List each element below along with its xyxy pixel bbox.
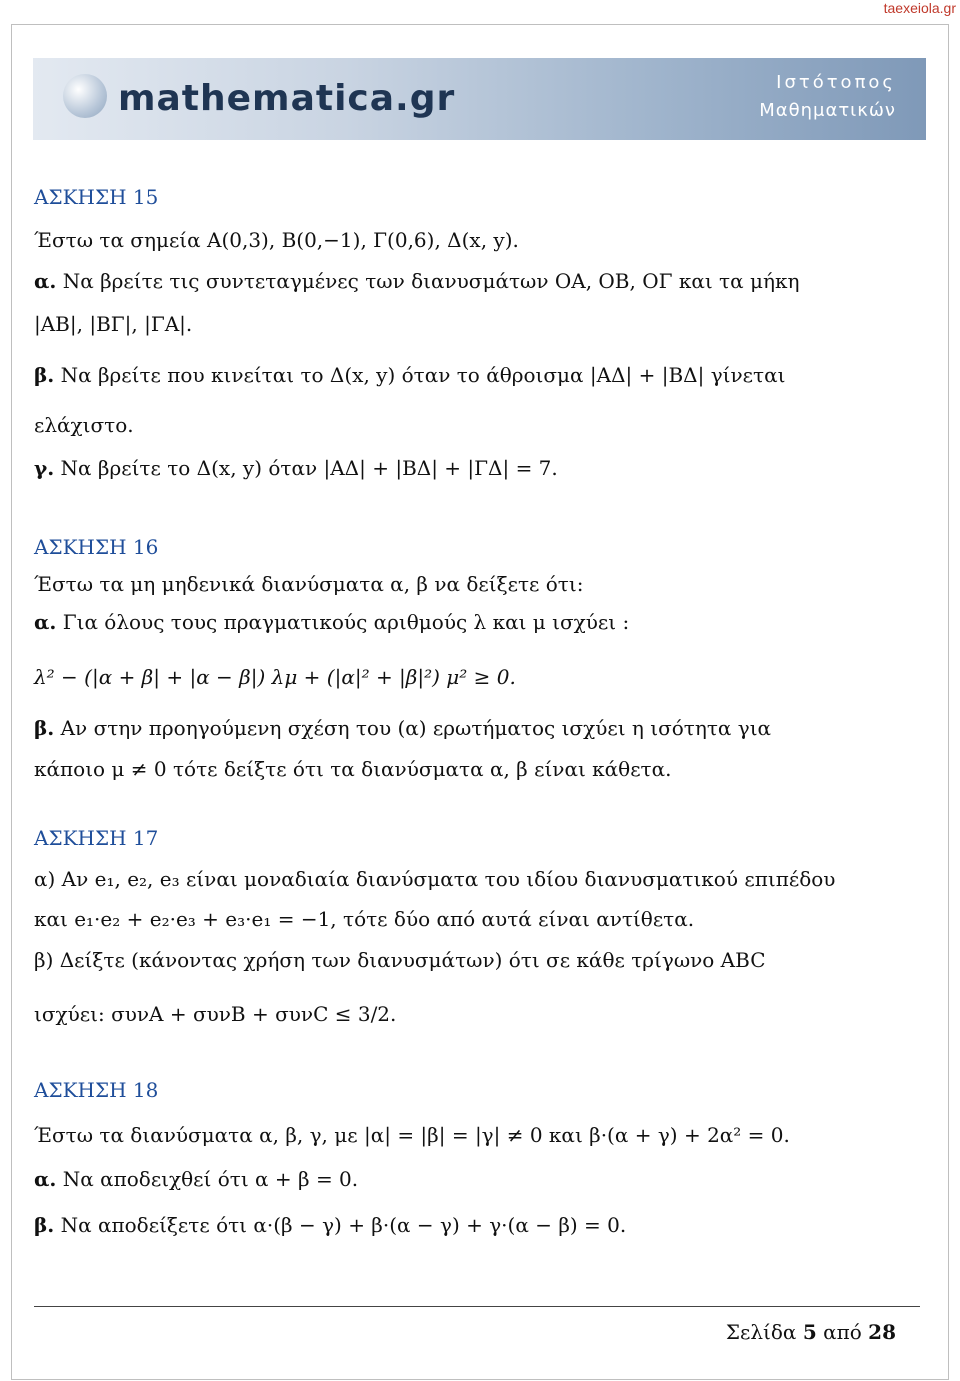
ex16-part-b [34, 715, 771, 741]
ex17-a-text-1: α) Αν e₁, e₂, e₃ είναι μοναδιαία διανύσματα του ιδίου διανυσματικού επιπέδου [34, 867, 836, 891]
footer-page-current: 5 [802, 1320, 817, 1344]
ex18-a-text: Να αποδειχθεί ότι α + β = 0. [62, 1167, 359, 1191]
footer-page-label: Σελίδα [725, 1320, 797, 1344]
ex17-a-text-2: και e₁·e₂ + e₂·e₃ + e₃·e₁ = −1, τότε δύο από αυτά είναι αντίθετα. [34, 907, 695, 931]
ex16-b-text-2: κάποιο μ ≠ 0 τότε δείξτε ότι τα διανύσματα α, β είναι κάθετα. [34, 757, 672, 781]
ex15-part-a [34, 268, 799, 294]
ex17-b-text-2: ισχύει: συνA + συνB + συνC ≤ 3/2. [34, 1002, 397, 1026]
ex16-a-text: Για όλους τους πραγματικούς αριθμούς λ και μ ισχύει : [62, 610, 630, 634]
ex17-b-text-1: β) Δείξτε (κάνοντας χρήση των διανυσμάτων) ότι σε κάθε τρίγωνο ABC [34, 948, 766, 972]
site-banner [33, 58, 926, 140]
footer-page-sep: από [823, 1320, 862, 1344]
ex15-b-text-1: Να βρείτε που κινείται το Δ(x, y) όταν το άθροισμα |ΑΔ| + |ΒΔ| γίνεται [60, 363, 786, 387]
ex15-part-b [34, 362, 785, 388]
ex18-title: ΑΣΚΗΣΗ 18 [34, 1078, 159, 1102]
ex18-a-label: α. [34, 1167, 57, 1191]
banner-tagline-top: Ιστότοπος [776, 72, 896, 93]
ex16-part-a [34, 609, 629, 635]
banner-tagline-bottom: Μαθηματικών [759, 100, 896, 121]
ex16-b-label: β. [34, 716, 55, 740]
ex15-a-text-1: Να βρείτε τις συντεταγμένες των διανυσμάτων ΟΑ, ΟΒ, ΟΓ και τα μήκη [62, 269, 800, 293]
page-footer [726, 1320, 896, 1344]
ex18-part-b [34, 1212, 626, 1238]
ex18-b-text: Να αποδείξετε ότι α·(β − γ) + β·(α − γ) + γ·(α − β) = 0. [60, 1213, 627, 1237]
ex17-title: ΑΣΚΗΣΗ 17 [34, 826, 159, 850]
ex15-b-text-2: ελάχιστο. [34, 413, 134, 437]
ex16-a-formula: λ² − (|α + β| + |α − β|) λμ + (|α|² + |β|²) μ² ≥ 0. [34, 665, 516, 689]
ex15-part-c [34, 455, 558, 481]
banner-brand: mathematica.gr [118, 78, 456, 119]
ex15-title: ΑΣΚΗΣΗ 15 [34, 185, 159, 209]
ex16-title: ΑΣΚΗΣΗ 16 [34, 535, 159, 559]
site-link[interactable]: taexeiola.gr [883, 0, 956, 16]
ex15-intro: Έστω τα σημεία Α(0,3), Β(0,−1), Γ(0,6), Δ(x, y). [34, 228, 519, 252]
ex15-c-text: Να βρείτε το Δ(x, y) όταν |ΑΔ| + |ΒΔ| + |ΓΔ| = 7. [60, 456, 558, 480]
ex16-a-label: α. [34, 610, 57, 634]
footer-page-total: 28 [868, 1320, 896, 1344]
ex15-a-text-2: |ΑΒ|, |ΒΓ|, |ΓΑ|. [34, 312, 193, 336]
logo-icon [63, 74, 107, 118]
ex15-c-label: γ. [34, 456, 55, 480]
ex16-b-text-1: Αν στην προηγούμενη σχέση του (α) ερωτήματος ισχύει η ισότητα για [60, 716, 772, 740]
ex18-b-label: β. [34, 1213, 55, 1237]
ex18-part-a [34, 1166, 358, 1192]
ex15-b-label: β. [34, 363, 55, 387]
ex16-intro: Έστω τα μη μηδενικά διανύσματα α, β να δείξετε ότι: [34, 572, 584, 596]
ex18-intro: Έστω τα διανύσματα α, β, γ, με |α| = |β| = |γ| ≠ 0 και β·(α + γ) + 2α² = 0. [34, 1123, 790, 1147]
footer-rule [34, 1306, 920, 1307]
ex15-a-label: α. [34, 269, 57, 293]
